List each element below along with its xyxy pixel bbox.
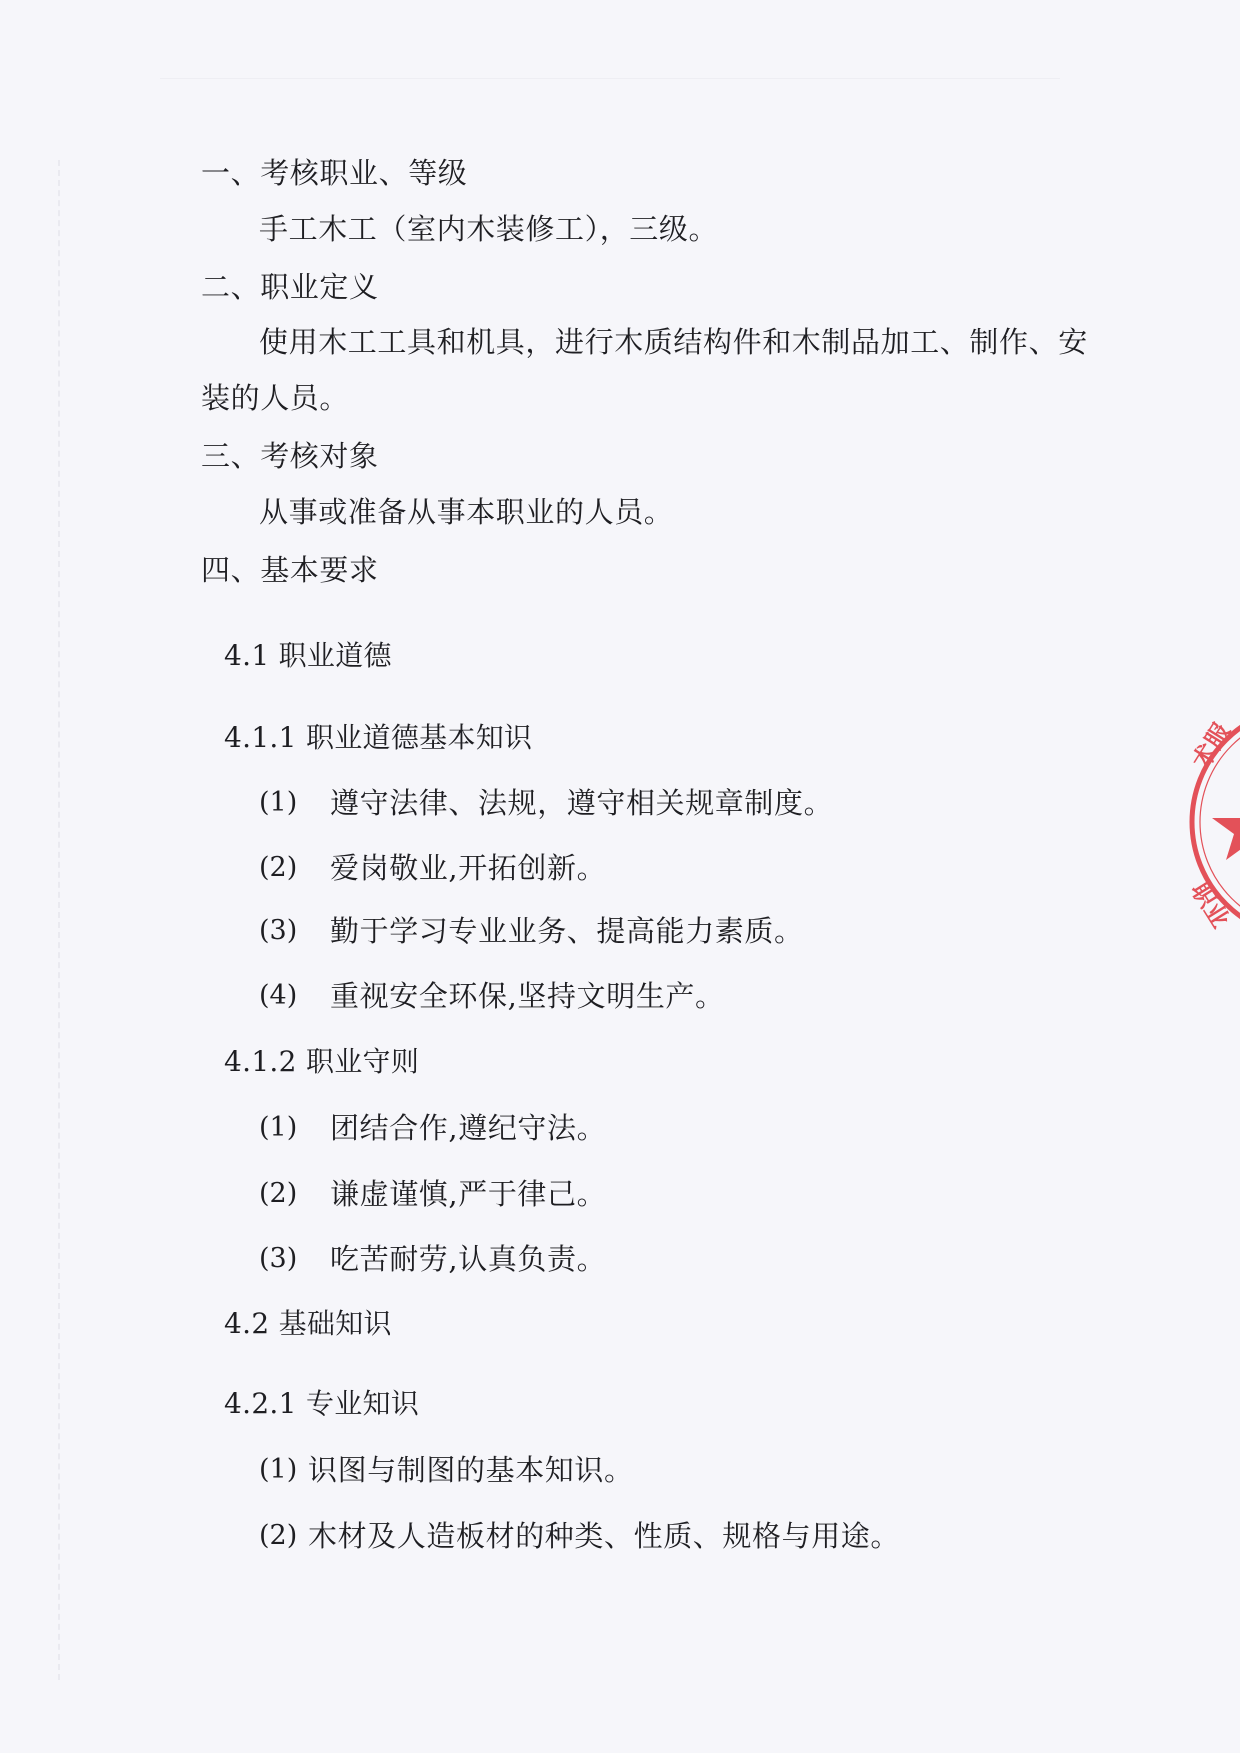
subsection-4-1-2-heading: 4.1.2 职业守则 [224,1045,420,1078]
list-item-text: 团结合作,遵纪守法。 [330,1111,607,1145]
list-item-number: (2) [259,852,298,883]
list-item-text: 勤于学习专业业务、提高能力素质。 [330,914,804,948]
section-3-body: 从事或准备从事本职业的人员。 [259,495,674,529]
subsection-4-2-1-heading: 4.2.1 专业知识 [224,1387,420,1420]
seal-graphic [1180,700,1240,940]
subsection-4-1-heading: 4.1 职业道德 [224,639,392,672]
list-item-text: 木材及人造板材的种类、性质、规格与用途。 [308,1519,901,1553]
list-item-text: 爱岗敬业,开拓创新。 [330,851,607,885]
section-2-body-line-1: 使用木工工具和机具，进行木质结构件和木制品加工、制作、安 [259,325,1088,359]
list-item-number: (1) [259,787,298,818]
list-item-text: 吃苦耐劳,认真负责。 [330,1242,607,1276]
subsection-4-1-1-heading: 4.1.1 职业道德基本知识 [224,721,533,754]
seal-text-bottom: 职业 [1185,876,1236,933]
seal-text-top: 术服 [1185,717,1237,774]
list-item-number: (2) [259,1520,298,1551]
section-3-heading: 三、考核对象 [201,439,379,473]
list-item-number: (2) [259,1178,298,1209]
list-item-number: (1) [259,1112,298,1143]
list-item-text: 谦虚谨慎,严于律己。 [330,1177,607,1211]
section-1-body: 手工木工（室内木装修工），三级。 [259,212,719,246]
section-2-body-line-2: 装的人员。 [201,381,350,415]
section-4-heading: 四、基本要求 [201,553,379,587]
seal-star-icon [1212,792,1240,860]
list-item-text: 遵守法律、法规，遵守相关规章制度。 [330,786,834,820]
list-item-number: (3) [259,915,298,946]
list-item-number: (4) [259,980,298,1011]
section-2-heading: 二、职业定义 [201,270,379,304]
list-item-number: (1) [259,1454,298,1485]
section-1-heading: 一、考核职业、等级 [201,156,468,190]
subsection-4-2-heading: 4.2 基础知识 [224,1307,392,1340]
scan-artifact-top [160,78,1060,79]
list-item-text: 重视安全环保,坚持文明生产。 [330,979,725,1013]
scan-artifact-left [58,160,60,1680]
official-seal [1180,700,1240,940]
list-item-number: (3) [259,1243,298,1274]
list-item-text: 识图与制图的基本知识。 [308,1453,634,1487]
